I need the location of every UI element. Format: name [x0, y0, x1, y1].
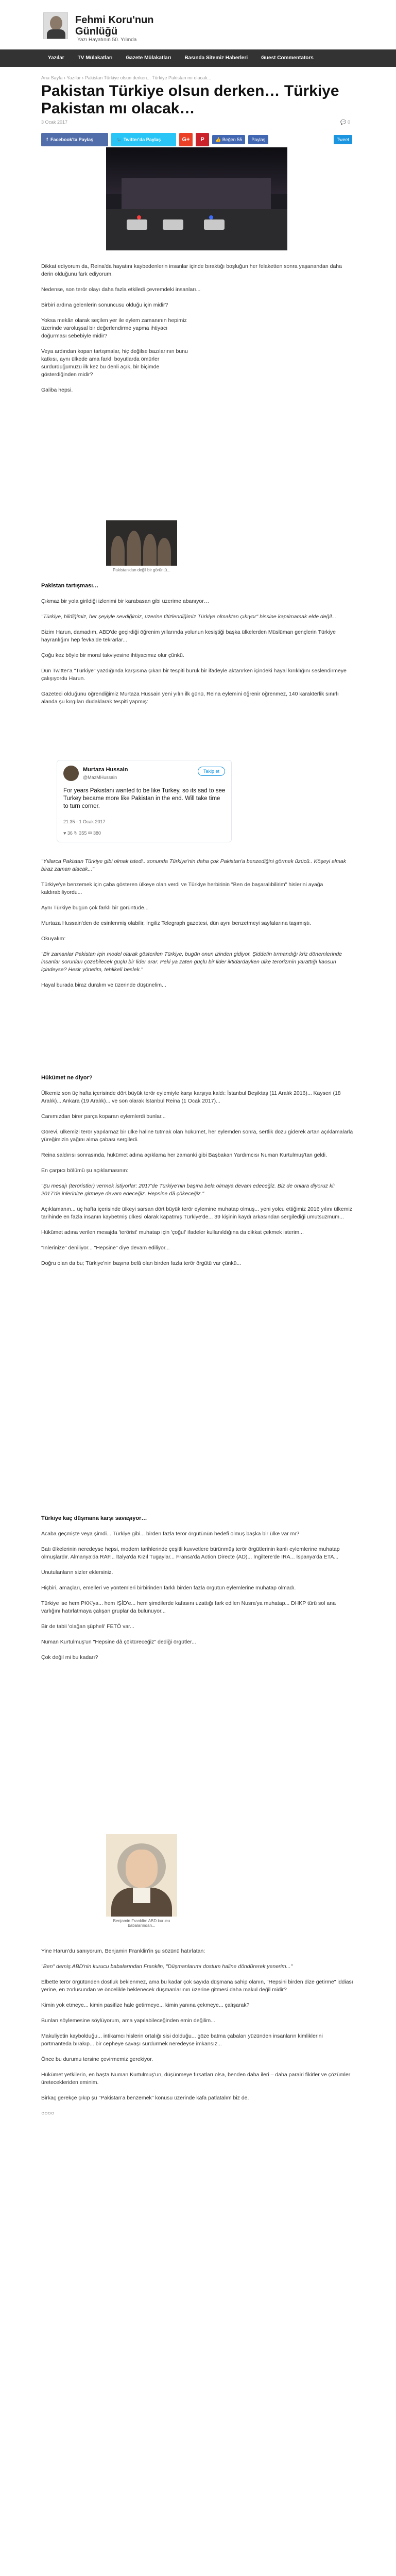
section-heading: Hükümet ne diyor?	[41, 1075, 93, 1081]
author-body	[47, 29, 65, 39]
follow-button[interactable]: Takip et	[198, 767, 225, 776]
paragraph: Önce bu durumu tersine çevirmemiz gerekiyor.	[41, 2056, 153, 2062]
section-hukumet	[41, 1074, 353, 1275]
section-dusman	[41, 1515, 353, 1669]
twitter-share-button[interactable]	[111, 133, 176, 146]
paragraph: Yine Harun'du sanıyorum, Benjamin Franklin'in şu sözünü hatırlatan:	[41, 1948, 205, 1954]
comment-count-value: 0	[347, 120, 350, 125]
quote	[41, 613, 353, 621]
site-title-line2: Günlüğü	[75, 26, 118, 37]
paragraph: Çoğu kez böyle bir moral takviyesine ihtiyacımız olur çünkü.	[41, 652, 184, 658]
section-telegraph	[41, 858, 353, 997]
hero-image	[106, 147, 287, 250]
fb-like-button[interactable]	[212, 135, 245, 144]
gplus-share-button[interactable]: G+	[179, 133, 193, 146]
facebook-share-label: Facebook'ta Paylaş	[50, 137, 94, 142]
intro-text	[41, 263, 353, 402]
section-heading: Türkiye kaç düşmana karşı savaşıyor…	[41, 1515, 147, 1521]
paragraph: Batı ülkelerinin neredeyse hepsi, modern tarihlerinde çeşitli kuvvetlere bürünmüş terör örgütlerinin kanlı eylemlerine muhatap olmuşlardır. Almanya'da RAF... İtalya'da Kızıl Tugaylar... Fransa'da Action Directe (AD)... İngiltere'de IRA... İspanya'da ETA...	[41, 1546, 340, 1560]
portrait-collar	[133, 1888, 150, 1903]
tweet-timestamp[interactable]: 21:35 - 1 Ocak 2017	[63, 819, 106, 824]
figure-caption: Benjamin Franklin: ABD kurucu babalarından...	[113, 1919, 170, 1928]
paragraph: Türkiye'ye benzemek için çaba gösteren ülkeye olan verdi ve Türkiye herbirinin "Ben de başaralıbilirim" hislerini ayağa kaldırabiliyordu...	[41, 882, 323, 895]
paragraph: Galiba hepsi.	[41, 387, 73, 393]
paragraph: Hayal burada biraz duralım ve üzerinde düşünelim...	[41, 982, 166, 988]
paragraph: Kimin yok etmeye... kimin pasifize hale getirmeye... kimin yanına çekmeye... çalışarak?	[41, 2002, 250, 2008]
signature: ○○○○	[41, 2110, 55, 2116]
paragraph: Nedense, son terör olayı daha fazla etkiledi çevremdeki insanları...	[41, 286, 201, 293]
paragraph: Görevi, ülkemizi terör yapılarnaz bir ülke haline tutmak olan hükümet, her eylemden sonra, sertlik dozu giderek artan açıklamalarla yüreğimizin yağını alma çabası sergiledi.	[41, 1129, 353, 1143]
paragraph: Çok değil mi bu kadarı?	[41, 1654, 98, 1660]
paragraph: En çarpıcı bölümü şu açıklamasının:	[41, 1167, 129, 1174]
quote-text: "Yıllarca Pakistan Türkiye gibi olmak istedi.. sonunda Türkiye'nin daha çok Pakistan'a benzediğini görmek üzücü.. Köşeyi almak biraz zaman alacak..."	[41, 858, 346, 872]
paragraph: Açıklamanın... üç hafta içerisinde ülkeyi sarsan dört büyük terör eylemine muhatap olmuş... yeni yolcu ettiğimiz 2016 yılını ülkemiz tarihinde en fazla insanın kaybetmiş ülkesi olarak kapatmış Türkiye'de... 39 kişinin kaydı arkasından sergilediği umutsuzmum...	[41, 1206, 353, 1220]
site-title[interactable]	[75, 14, 154, 37]
facebook-share-button[interactable]	[41, 133, 108, 146]
paragraph: Hiçbiri, amaçları, emelleri ve yöntemleri birbirinden farklı birden fazla örgütün eylemlerine muhatap olmadı.	[41, 1585, 296, 1591]
section-franklin	[41, 1947, 353, 2125]
quote-text: "Ben" demiş ABD'nin kurucu babalarından Franklin, "Düşmanlarımı dostum haline döndürerek yenerim..."	[41, 1963, 293, 1970]
embedded-tweet[interactable]	[57, 760, 232, 842]
quote	[41, 858, 353, 873]
breadcrumb[interactable]: Ana Sayfa › Yazılar › Pakistan Türkiye olsun derken... Türkiye Pakistan mı olacak...	[41, 75, 211, 80]
crowd-image	[106, 520, 177, 566]
nav-item-yazilar[interactable]: Yazılar	[48, 55, 64, 61]
tweet-stats[interactable]: ♥ 36 ↻ 355 ✉ 380	[63, 831, 101, 836]
paragraph: Hükümet adına verilen mesajda 'terörist' muhatap için 'çoğul' ifadeler kullanıldığına da dikkat çekmek isterim...	[41, 1229, 304, 1235]
post-title: Pakistan Türkiye olsun derken… Türkiye Pakistan mı olacak…	[41, 82, 339, 117]
hero-light	[209, 215, 213, 219]
twitter-share-label: Twitter'da Paylaş	[123, 137, 161, 142]
comment-count[interactable]: 💬 0	[340, 120, 350, 125]
paragraph: Bizim Harun, damadım, ABD'de geçirdiği öğrenim yıllarında yolunun kesiştiği başka ülkelerden Müslüman gençlerin Türkiye hayranlığını hep fevkalde tekrarlar...	[41, 629, 336, 643]
site-title-line1: Fehmi Koru'nun	[75, 14, 154, 26]
paragraph: Çıkmaz bir yola girildiği izlenimi bir karabasan gibi üzerime abanıyor…	[41, 598, 210, 604]
paragraph: Okuyalım:	[41, 936, 66, 942]
paragraph: Aynı Türkiye bugün çok farklı bir görüntüde...	[41, 905, 149, 911]
nav-item-basinda[interactable]: Basında Sitemiz Haberleri	[184, 55, 248, 61]
paragraph: Dikkat ediyorum da, Reina'da hayatını kaybedenlerin insanlar içinde bıraktığı boşluğun her felaketten sonra yaşanandan daha derin olduğunu fark ediyorum.	[41, 263, 342, 277]
paragraph: Doğru olan da bu; Türkiye'nin başına belâ olan birden fazla terör örgütü var çünkü...	[41, 1260, 242, 1266]
hero-car	[163, 219, 183, 230]
paragraph: Veya ardından kopan tartışmalar, hiç değilse bazılarının bunu katkısı, aynı ülkede ama farklı boyutlarda ömürler sürdürdüğümüzü ilk kez bu denli açık, bir biçimde gösterdiğinden midir?	[41, 348, 188, 378]
paragraph: Birbiri ardına gelenlerin sonuncusu olduğu için midir?	[41, 302, 168, 308]
paragraph: Birkaç gerekçe çıkıp şu "Pakistan'a benzemek" konusu üzerinde kafa patlatalım biz de.	[41, 2095, 249, 2101]
fb-share-small-button[interactable]: Paylaş	[248, 135, 268, 144]
paragraph: Ülkemiz son üç hafta içerisinde dört büyük terör eylemiyle karşı karşıya kaldı: İstanbul Beşiktaş (11 Aralık 2016)... Kayseri (18 Aralık)... Ankara (19 Aralık)... ve son olarak İstanbul Reina (1 Ocak 2017)...	[41, 1090, 341, 1104]
paragraph: Türkiye ise hem PKK'ya... hem IŞİD'e... hem şimdilerde kafasını uzattığı fark edilen Nusra'ya muhatap... DHKP türü sol ana varlığını hatırlatmaya çalışan gruplar da bulunuyor...	[41, 1600, 336, 1614]
main-nav	[0, 49, 396, 67]
quote	[41, 1182, 353, 1198]
avatar[interactable]	[63, 766, 79, 781]
figure-caption: Pakistan'dan değil bir görüntü...	[113, 568, 170, 572]
hero-building	[122, 178, 271, 209]
paragraph: Canımızdan birer parça koparan eylemlerdi bunlar...	[41, 1113, 166, 1120]
paragraph: Reina saldırısı sonrasında, hükümet adına açıklama her zamanki gibi Başbakan Yardımcısı Numan Kurtulmuş'tan geldi.	[41, 1152, 327, 1158]
site-tagline: Yazı Hayatının 50. Yılında	[77, 37, 137, 43]
tweet-button[interactable]: Tweet	[334, 135, 352, 144]
quote-text: "Şu mesajı (teröristler) vermek istiyorlar: 2017'de Türkiye'nin başına bela olmaya devam edeceğiz. Biz de onlara diyoruz ki: 2017'de inlerinize girmeye devam edeceğiz. Hepsine dâ çökeceğiz."	[41, 1183, 335, 1197]
quote	[41, 951, 353, 974]
pinterest-share-button[interactable]: P	[196, 133, 209, 146]
share-row	[41, 132, 352, 147]
tweet-author-handle[interactable]: @MazMHussain	[83, 775, 117, 780]
quote	[41, 1963, 353, 1971]
tweet-text: For years Pakistani wanted to be like Turkey, so its sad to see Turkey became more like Pakistan in the end. Will take time to turn corner.	[63, 788, 226, 809]
paragraph: Makuliyetin kaybolduğu... intikamcı hislerin ortalığı sisi dolduğu... göze batma çabaları yüzünden insanların kimliklerini portmanteda bırakıp... bir cepheye savaşı sürdürmek neredeyse imkansız...	[41, 2033, 323, 2047]
author-photo[interactable]	[43, 12, 68, 39]
twitter-icon: 🐦	[116, 137, 124, 142]
post-meta	[41, 120, 350, 125]
figure-person	[111, 536, 125, 566]
paragraph: Murtaza Hussain'den de esinlenmiş olabilir, İngiliz Telegraph gazetesi, dün aynı benzetmeyi sayfalarına taşımıştı.	[41, 920, 312, 926]
paragraph: Dün Twitter'a "Türkiye" yazdığında karşısına çıkan bir tespiti buruk bir ifadeyle aktarırken içindeki hayal kırıklığını seslendirmeye çalışıyordu Harun.	[41, 668, 347, 682]
paragraph: Numan Kurtulmuş'un "Hepsine dâ çöktüreceğiz" dediği örgütler...	[41, 1639, 196, 1645]
thumbs-up-icon: 👍	[215, 137, 222, 142]
portrait-face	[126, 1850, 158, 1888]
paragraph: Elbette terör örgütünden dostluk beklenmez, ama bu kadar çok sayıda düşmana sahip olanın, "Hepsini birden dize getirme" iddiası yerine, en zorlusundan ve öncelikle beklenecek düşmanlarının üzerine gitmesi daha makul değil midir?	[41, 1979, 353, 1993]
paragraph: Unutulanların sizler eklersiniz.	[41, 1569, 113, 1575]
post-date: 3 Ocak 2017	[41, 120, 68, 125]
tweet-author-name[interactable]: Murtaza Hussain	[83, 767, 128, 773]
hero-car	[127, 219, 147, 230]
hero-ground	[106, 209, 287, 250]
paragraph: "İnlerinize" deniliyor... "Hepsine" diye devam ediliyor...	[41, 1245, 170, 1251]
nav-item-guest[interactable]: Guest Commentators	[261, 55, 314, 61]
quote-text: "Bir zamanlar Pakistan için model olarak gösterilen Türkiye, bugün onun izinden gidiyor. Şiddetin tırmandığı kriz dönemlerinde insanlar sorunları çözebilecek güçlü bir lider arar. Peki ya zaten güçlü bir lider iktidardayken ülke terörizmin yarattığı kaosun içindeyse? Hesir yönetim, tehlikeli beslek."	[41, 951, 342, 973]
hero-car	[204, 219, 225, 230]
paragraph: Bunları söylemesine söylüyorum, ama yapılabileceğinden emin değilim...	[41, 2018, 215, 2024]
nav-item-tv[interactable]: TV Mülakatları	[77, 55, 113, 61]
paragraph: Hükümet yetkilerin, en başta Numan Kurtulmuş'un, düşünmeye fırsatları olsa, benden daha ileri – daha parairi fikirler ve çözümler üretecekleriden eminim.	[41, 2072, 351, 2086]
franklin-portrait	[106, 1834, 177, 1917]
quote-text: "Türkiye, bildiğimiz, her şeyiyle sevdiğimiz, üzerine titizlendiğimiz Türkiye olmaktan çıkıyor" hissine kapılmamak elde değil...	[41, 614, 336, 620]
paragraph: Acaba geçmişte veya şimdi... Türkiye gibi... birden fazla terör örgütünün hedefi olmuş başka bir ülke var mı?	[41, 1531, 300, 1537]
hero-light	[137, 215, 141, 219]
paragraph: Yoksa mekân olarak seçilen yer ile eylem zamanının hepimiz üzerinde varoluşsal bir değerlendirme yapma ihtiyacı doğurması sebebiyle midir?	[41, 317, 187, 339]
facebook-icon: f	[46, 137, 50, 142]
section-heading: Pakistan tartışması…	[41, 583, 99, 589]
section-pakistan	[41, 582, 353, 714]
nav-item-gazete[interactable]: Gazete Mülakatları	[126, 55, 171, 61]
paragraph: Bir de tabii 'olağan şüpheli' FETÖ var...	[41, 1623, 134, 1630]
figure-person	[127, 531, 141, 566]
figure-person	[158, 538, 171, 566]
figure-person	[143, 534, 157, 566]
fb-like-label: Beğen 55	[222, 137, 243, 142]
author-face	[50, 16, 62, 30]
paragraph: Gazeteci olduğunu öğrendiğimiz Murtaza Hussain yeni yılın ilk günü, Reina eylemini öğrenir öğrenmez, 140 karakterlik sınırlı alanda şu kırgıları dudaklarak tespiti yapmış:	[41, 691, 339, 705]
